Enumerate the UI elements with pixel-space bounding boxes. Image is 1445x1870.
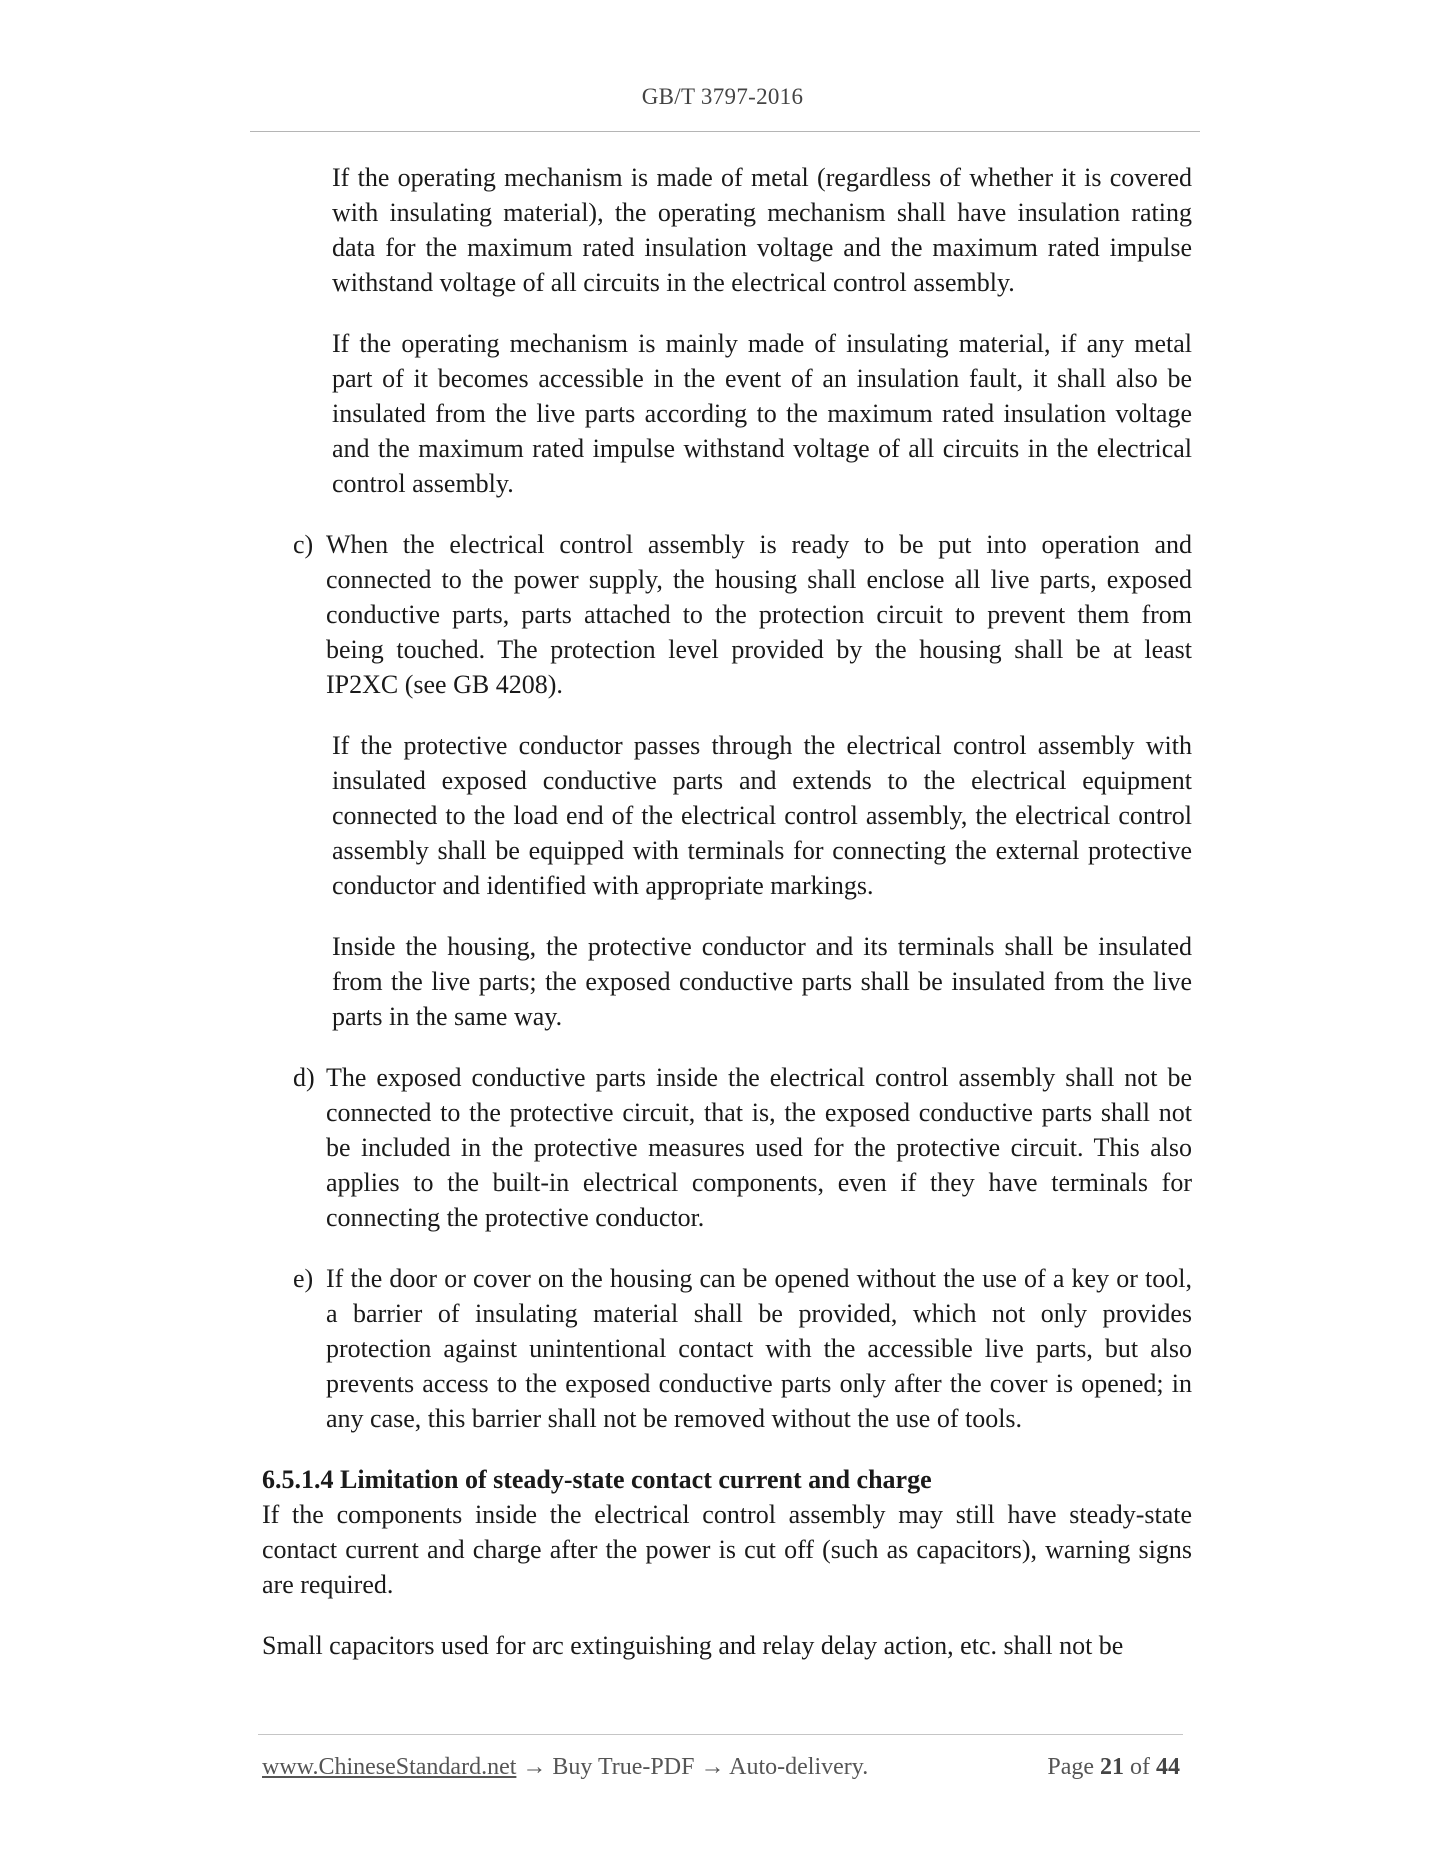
list-text-d: The exposed conductive parts inside the electrical control assembly shall not be connected to the protective circuit, that is, the exposed conductive parts shall not be included in the protective measures used for the protective circuit. This also applies to the built-in electrical components, even if they have terminals for connecting the protective conductor. xyxy=(326,1063,1192,1232)
arrow-right-icon: → xyxy=(522,1754,547,1780)
paragraph-warning-signs: If the components inside the electrical control assembly may still have steady-state contact current and charge after the power is cut off (such as capacitors), warning signs are required. xyxy=(262,1500,1192,1599)
header-rule xyxy=(250,131,1200,132)
arrow-right-icon: → xyxy=(700,1754,725,1780)
list-text-c: When the electrical control assembly is ready to be put into operation and connected to the power supply, the housing shall enclose all live parts, exposed conductive parts, parts attached to the protection circuit to prevent them from being touched. The protection level provided by the housing shall be at least IP2XC (see GB 4208). xyxy=(326,530,1192,699)
page-of-label: of xyxy=(1130,1754,1150,1780)
paragraph-metal-mechanism: If the operating mechanism is made of metal (regardless of whether it is covered with insulating material), the operating mechanism shall have insulation rating data for the maximum rated insulation voltage and the maximum rated impulse withstand voltage of all circuits in the electrical control assembly. xyxy=(332,163,1192,297)
list-text-e: If the door or cover on the housing can be opened without the use of a key or tool, a barrier of insulating material shall be provided, which not only provides protection against unintentional contact with the accessible live parts, but also prevents access to the exposed conductive parts only after the cover is opened; in any case, this barrier shall not be removed without the use of tools. xyxy=(326,1264,1192,1433)
page-label: Page xyxy=(1047,1754,1094,1780)
buy-pdf-text: Buy True-PDF xyxy=(552,1754,695,1780)
footer-rule xyxy=(258,1734,1183,1735)
list-item-e xyxy=(262,1261,1192,1436)
auto-delivery-text: Auto-delivery. xyxy=(729,1754,869,1780)
page-header: GB/T 3797-2016 xyxy=(641,84,804,109)
paragraph-protective-conductor: If the protective conductor passes through the electrical control assembly with insulated exposed conductive parts and extends to the electrical equipment connected to the load end of the electrical control assembly, the electrical control assembly shall be equipped with terminals for connecting the external protective conductor and identified with appropriate markings. xyxy=(332,731,1192,900)
list-item-d xyxy=(262,1060,1192,1235)
paragraph-insulating-mechanism: If the operating mechanism is mainly made of insulating material, if any metal part of it becomes accessible in the event of an insulation fault, it shall also be insulated from the live parts according to the maximum rated insulation voltage and the maximum rated impulse withstand voltage of all circuits in the electrical control assembly. xyxy=(332,329,1192,498)
list-item-c xyxy=(262,527,1192,702)
website-link[interactable]: www.ChineseStandard.net xyxy=(262,1754,517,1780)
list-marker-e: e) xyxy=(293,1264,314,1293)
paragraph-small-capacitors: Small capacitors used for arc extinguishing and relay delay action, etc. shall not be xyxy=(262,1631,1124,1660)
list-marker-d: d) xyxy=(293,1063,315,1092)
section-heading: 6.5.1.4 Limitation of steady-state contact current and charge xyxy=(262,1465,932,1494)
page-total: 44 xyxy=(1156,1754,1180,1780)
page-indicator xyxy=(1047,1754,1180,1781)
page-current: 21 xyxy=(1100,1754,1124,1780)
list-marker-c: c) xyxy=(293,530,314,559)
paragraph-inside-housing: Inside the housing, the protective conductor and its terminals shall be insulated from the live parts; the exposed conductive parts shall be insulated from the live parts in the same way. xyxy=(332,932,1192,1031)
footer-left xyxy=(262,1754,868,1781)
document-body xyxy=(262,160,1192,1689)
